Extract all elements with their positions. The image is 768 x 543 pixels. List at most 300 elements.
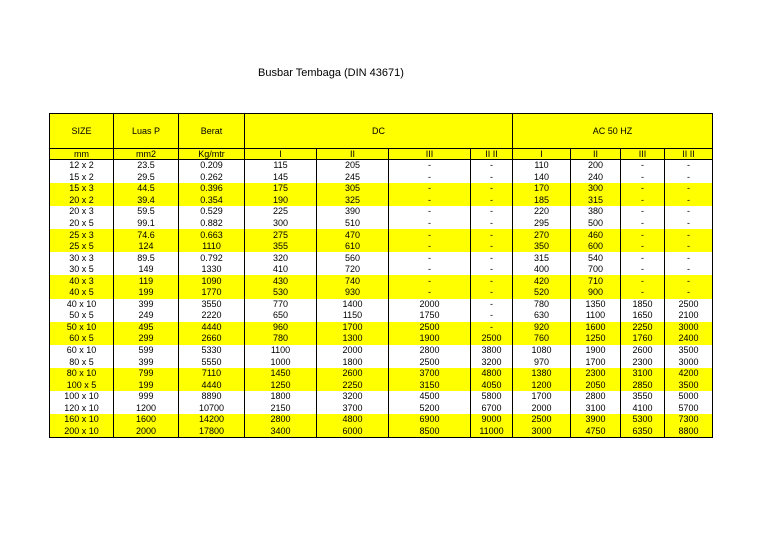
table-cell: 30 x 5 (50, 264, 114, 276)
table-cell: - (389, 195, 471, 207)
table-cell: 3500 (665, 345, 713, 357)
table-cell: 3800 (471, 345, 513, 357)
table-row (50, 172, 713, 184)
table-cell: 0.209 (179, 160, 245, 172)
table-cell: 3500 (665, 379, 713, 391)
table-cell: - (389, 275, 471, 287)
table-cell: 8890 (179, 391, 245, 403)
table-cell: 5800 (471, 391, 513, 403)
table-cell: 2250 (317, 379, 389, 391)
table-cell: 2800 (571, 391, 621, 403)
header-row (50, 114, 713, 149)
table-cell: 710 (571, 275, 621, 287)
table-cell: 4800 (317, 414, 389, 426)
table-cell: 44.5 (114, 183, 179, 195)
table-cell: 2050 (571, 379, 621, 391)
table-cell: - (665, 241, 713, 253)
table-cell: 4200 (665, 368, 713, 380)
table-cell: - (665, 275, 713, 287)
table-cell: 1080 (513, 345, 571, 357)
table-cell: - (621, 206, 665, 218)
table-cell: 399 (114, 356, 179, 368)
table-row (50, 356, 713, 368)
table-cell: 460 (571, 229, 621, 241)
table-cell: 50 x 5 (50, 310, 114, 322)
table-cell: 0.792 (179, 252, 245, 264)
table-cell: - (471, 299, 513, 311)
table-cell: - (621, 275, 665, 287)
table-cell: 160 x 10 (50, 414, 114, 426)
table-cell: - (389, 264, 471, 276)
table-cell: 149 (114, 264, 179, 276)
table-cell: 2500 (665, 299, 713, 311)
table-cell: 4440 (179, 322, 245, 334)
table-row (50, 287, 713, 299)
table-cell: 900 (571, 287, 621, 299)
table-cell: 2600 (621, 345, 665, 357)
table-cell: 780 (245, 333, 317, 345)
table-cell: 960 (245, 322, 317, 334)
table-cell: 80 x 10 (50, 368, 114, 380)
table-cell: 200 x 10 (50, 426, 114, 438)
table-cell: 2220 (179, 310, 245, 322)
table-cell: 1090 (179, 275, 245, 287)
table-cell: - (471, 183, 513, 195)
table-cell: 220 (513, 206, 571, 218)
table-cell: - (389, 241, 471, 253)
table-cell: 600 (571, 241, 621, 253)
table-cell: - (389, 206, 471, 218)
table-cell: 1700 (513, 391, 571, 403)
table-row (50, 414, 713, 426)
table-cell: - (471, 264, 513, 276)
table-cell: 2000 (317, 345, 389, 357)
header-luas: Luas P (114, 114, 179, 149)
table-cell: 3000 (665, 322, 713, 334)
table-cell: - (471, 206, 513, 218)
table-cell: 540 (571, 252, 621, 264)
table-cell: - (471, 287, 513, 299)
unit-ac-iii: III (621, 149, 665, 160)
table-cell: - (665, 264, 713, 276)
table-cell: 4100 (621, 402, 665, 414)
table-cell: - (665, 195, 713, 207)
table-cell: 1330 (179, 264, 245, 276)
table-cell: 510 (317, 218, 389, 230)
table-cell: 2500 (389, 356, 471, 368)
table-cell: 5000 (665, 391, 713, 403)
table-cell: 1380 (513, 368, 571, 380)
table-cell: - (665, 218, 713, 230)
table-cell: 119 (114, 275, 179, 287)
table-cell: 430 (245, 275, 317, 287)
table-cell: 60 x 5 (50, 333, 114, 345)
unit-dc-iii: III (389, 149, 471, 160)
table-cell: - (471, 252, 513, 264)
table-row (50, 195, 713, 207)
busbar-table (49, 113, 713, 438)
table-cell: 2500 (471, 333, 513, 345)
table-cell: 3400 (245, 426, 317, 438)
table-cell: 100 x 10 (50, 391, 114, 403)
unit-ac-i: I (513, 149, 571, 160)
table-cell: 3550 (621, 391, 665, 403)
table-cell: 1600 (114, 414, 179, 426)
table-cell: 60 x 10 (50, 345, 114, 357)
table-cell: 400 (513, 264, 571, 276)
table-cell: - (471, 322, 513, 334)
table-cell: 1750 (389, 310, 471, 322)
table-cell: 14200 (179, 414, 245, 426)
table-row (50, 345, 713, 357)
table-cell: - (621, 252, 665, 264)
table-cell: 270 (513, 229, 571, 241)
unit-dc-iiii: II II (471, 149, 513, 160)
table-cell: 3100 (621, 368, 665, 380)
table-cell: - (389, 183, 471, 195)
table-cell: 200 (571, 160, 621, 172)
table-cell: 390 (317, 206, 389, 218)
header-ac: AC 50 HZ (513, 114, 713, 149)
table-row (50, 252, 713, 264)
table-cell: 3700 (389, 368, 471, 380)
table-row (50, 322, 713, 334)
table-cell: 1450 (245, 368, 317, 380)
table-cell: 2150 (245, 402, 317, 414)
table-row (50, 206, 713, 218)
table-cell: 1300 (317, 333, 389, 345)
table-cell: 6900 (389, 414, 471, 426)
table-cell: 380 (571, 206, 621, 218)
table-cell: 120 x 10 (50, 402, 114, 414)
table-cell: 920 (513, 322, 571, 334)
table-cell: 170 (513, 183, 571, 195)
table-row (50, 229, 713, 241)
table-cell: - (389, 252, 471, 264)
table-cell: 100 x 5 (50, 379, 114, 391)
table-cell: 350 (513, 241, 571, 253)
table-cell: 500 (571, 218, 621, 230)
unit-size: mm (50, 149, 114, 160)
table-cell: 20 x 3 (50, 206, 114, 218)
table-cell: 89.5 (114, 252, 179, 264)
table-cell: - (471, 218, 513, 230)
table-cell: 970 (513, 356, 571, 368)
table-cell: - (665, 183, 713, 195)
table-cell: - (665, 160, 713, 172)
table-cell: 1100 (245, 345, 317, 357)
table-cell: 560 (317, 252, 389, 264)
unit-dc-ii: II (317, 149, 389, 160)
table-cell: - (621, 229, 665, 241)
table-row (50, 218, 713, 230)
table-cell: 1250 (571, 333, 621, 345)
table-cell: 59.5 (114, 206, 179, 218)
table-cell: 2300 (621, 356, 665, 368)
table-cell: - (665, 229, 713, 241)
table-cell: - (389, 229, 471, 241)
table-cell: 5550 (179, 356, 245, 368)
table-row (50, 426, 713, 438)
table-cell: 40 x 3 (50, 275, 114, 287)
table-cell: - (665, 287, 713, 299)
table-cell: 470 (317, 229, 389, 241)
table-cell: 325 (317, 195, 389, 207)
table-cell: 1000 (245, 356, 317, 368)
table-row (50, 241, 713, 253)
table-row (50, 264, 713, 276)
table-cell: 720 (317, 264, 389, 276)
table-cell: - (471, 172, 513, 184)
table-cell: 410 (245, 264, 317, 276)
table-cell: 3200 (471, 356, 513, 368)
table-cell: 399 (114, 299, 179, 311)
table-cell: 1250 (245, 379, 317, 391)
table-row (50, 310, 713, 322)
table-cell: 6350 (621, 426, 665, 438)
table-cell: 4500 (389, 391, 471, 403)
table-cell: 1800 (317, 356, 389, 368)
unit-dc-i: I (245, 149, 317, 160)
table-cell: 930 (317, 287, 389, 299)
table-cell: 10700 (179, 402, 245, 414)
table-cell: 0.663 (179, 229, 245, 241)
table-cell: 1350 (571, 299, 621, 311)
table-cell: 355 (245, 241, 317, 253)
table-cell: 8800 (665, 426, 713, 438)
table-cell: 1400 (317, 299, 389, 311)
table-row (50, 402, 713, 414)
table-cell: - (471, 275, 513, 287)
table-cell: 1770 (179, 287, 245, 299)
table-cell: 275 (245, 229, 317, 241)
table-cell: 315 (513, 252, 571, 264)
table-cell: 300 (245, 218, 317, 230)
table-row (50, 275, 713, 287)
table-cell: 520 (513, 287, 571, 299)
table-cell: 1100 (571, 310, 621, 322)
table-cell: 0.882 (179, 218, 245, 230)
table-cell: 780 (513, 299, 571, 311)
table-cell: 1600 (571, 322, 621, 334)
table-cell: 2250 (621, 322, 665, 334)
table-cell: - (665, 206, 713, 218)
table-cell: 140 (513, 172, 571, 184)
table-cell: 11000 (471, 426, 513, 438)
table-row (50, 379, 713, 391)
table-cell: 2400 (665, 333, 713, 345)
table-cell: - (621, 218, 665, 230)
table-cell: 199 (114, 287, 179, 299)
header-dc: DC (245, 114, 513, 149)
table-cell: - (389, 160, 471, 172)
table-cell: 8500 (389, 426, 471, 438)
table-cell: 225 (245, 206, 317, 218)
table-cell: 145 (245, 172, 317, 184)
table-cell: 0.262 (179, 172, 245, 184)
table-cell: 3100 (571, 402, 621, 414)
table-cell: 4800 (471, 368, 513, 380)
table-cell: 0.396 (179, 183, 245, 195)
table-row (50, 333, 713, 345)
table-cell: 199 (114, 379, 179, 391)
unit-berat: Kg/mtr (179, 149, 245, 160)
table-cell: 799 (114, 368, 179, 380)
table-cell: 15 x 3 (50, 183, 114, 195)
table-cell: 495 (114, 322, 179, 334)
table-cell: 240 (571, 172, 621, 184)
table-cell: 50 x 10 (50, 322, 114, 334)
table-cell: 770 (245, 299, 317, 311)
table-cell: - (621, 183, 665, 195)
table-cell: 40 x 5 (50, 287, 114, 299)
table-cell: 39.4 (114, 195, 179, 207)
table-cell: 30 x 3 (50, 252, 114, 264)
table-cell: 5300 (621, 414, 665, 426)
table-cell: 599 (114, 345, 179, 357)
header-size: SIZE (50, 114, 114, 149)
table-cell: 2000 (389, 299, 471, 311)
table-cell: 2850 (621, 379, 665, 391)
table-cell: 1150 (317, 310, 389, 322)
table-cell: 1760 (621, 333, 665, 345)
table-cell: - (621, 287, 665, 299)
table-cell: 2300 (571, 368, 621, 380)
table-row (50, 183, 713, 195)
table-cell: 530 (245, 287, 317, 299)
table-cell: 1650 (621, 310, 665, 322)
table-cell: 5700 (665, 402, 713, 414)
table-cell: 2500 (389, 322, 471, 334)
table-cell: 2000 (114, 426, 179, 438)
table-cell: - (471, 195, 513, 207)
table-cell: 205 (317, 160, 389, 172)
table-cell: 1200 (114, 402, 179, 414)
page-title: Busbar Tembaga (DIN 43671) (258, 67, 404, 79)
table-row (50, 368, 713, 380)
table-cell: 2600 (317, 368, 389, 380)
table-cell: 175 (245, 183, 317, 195)
table-cell: - (389, 172, 471, 184)
table-cell: 40 x 10 (50, 299, 114, 311)
table-cell: 650 (245, 310, 317, 322)
header-berat: Berat (179, 114, 245, 149)
table-cell: 300 (571, 183, 621, 195)
table-cell: 185 (513, 195, 571, 207)
table-cell: 1700 (317, 322, 389, 334)
table-cell: 610 (317, 241, 389, 253)
table-cell: 4050 (471, 379, 513, 391)
table-cell: 115 (245, 160, 317, 172)
table-cell: 1800 (245, 391, 317, 403)
table-cell: - (621, 172, 665, 184)
table-cell: 249 (114, 310, 179, 322)
table-cell: 700 (571, 264, 621, 276)
table-cell: 4440 (179, 379, 245, 391)
table-cell: 3200 (317, 391, 389, 403)
table-cell: 2800 (245, 414, 317, 426)
table-cell: 315 (571, 195, 621, 207)
table-row (50, 160, 713, 172)
table-cell: 3550 (179, 299, 245, 311)
table-cell: 305 (317, 183, 389, 195)
table-cell: 29.5 (114, 172, 179, 184)
table-cell: 1850 (621, 299, 665, 311)
table-cell: 2500 (513, 414, 571, 426)
table-cell: - (471, 229, 513, 241)
table-cell: 7110 (179, 368, 245, 380)
table-cell: 1700 (571, 356, 621, 368)
table-cell: 25 x 3 (50, 229, 114, 241)
table-cell: - (389, 218, 471, 230)
table-cell: 3000 (513, 426, 571, 438)
table-cell: 295 (513, 218, 571, 230)
table-cell: 320 (245, 252, 317, 264)
table-cell: - (621, 195, 665, 207)
table-cell: 0.354 (179, 195, 245, 207)
table-cell: 3150 (389, 379, 471, 391)
table-cell: 6700 (471, 402, 513, 414)
table-cell: - (621, 160, 665, 172)
table-cell: 2660 (179, 333, 245, 345)
table-cell: 15 x 2 (50, 172, 114, 184)
table-cell: 2100 (665, 310, 713, 322)
unit-ac-ii: II (571, 149, 621, 160)
table-cell: 3900 (571, 414, 621, 426)
table-cell: 3000 (665, 356, 713, 368)
table-cell: 630 (513, 310, 571, 322)
table-cell: 999 (114, 391, 179, 403)
table-cell: - (471, 160, 513, 172)
table-cell: 190 (245, 195, 317, 207)
table-cell: 1110 (179, 241, 245, 253)
table-cell: - (471, 241, 513, 253)
table-cell: 124 (114, 241, 179, 253)
table-cell: 0.529 (179, 206, 245, 218)
table-cell: 6000 (317, 426, 389, 438)
table-cell: 74.6 (114, 229, 179, 241)
table-cell: - (665, 252, 713, 264)
table-cell: 5330 (179, 345, 245, 357)
table-cell: - (621, 241, 665, 253)
unit-ac-iiii: II II (665, 149, 713, 160)
table-cell: 5200 (389, 402, 471, 414)
unit-luas: mm2 (114, 149, 179, 160)
table-row (50, 391, 713, 403)
table-cell: 9000 (471, 414, 513, 426)
table-cell: 760 (513, 333, 571, 345)
table-cell: 7300 (665, 414, 713, 426)
table-cell: 420 (513, 275, 571, 287)
table-cell: - (621, 264, 665, 276)
table-cell: 25 x 5 (50, 241, 114, 253)
table-row (50, 299, 713, 311)
table-cell: 23.5 (114, 160, 179, 172)
table-cell: 12 x 2 (50, 160, 114, 172)
table-cell: 99.1 (114, 218, 179, 230)
table-cell: 1900 (389, 333, 471, 345)
table-cell: 1900 (571, 345, 621, 357)
table-cell: - (665, 172, 713, 184)
table-cell: 740 (317, 275, 389, 287)
table-cell: 299 (114, 333, 179, 345)
table-cell: 2000 (513, 402, 571, 414)
table-cell: 2800 (389, 345, 471, 357)
table-cell: - (471, 310, 513, 322)
table-cell: 110 (513, 160, 571, 172)
table-cell: 20 x 2 (50, 195, 114, 207)
table-cell: 1200 (513, 379, 571, 391)
